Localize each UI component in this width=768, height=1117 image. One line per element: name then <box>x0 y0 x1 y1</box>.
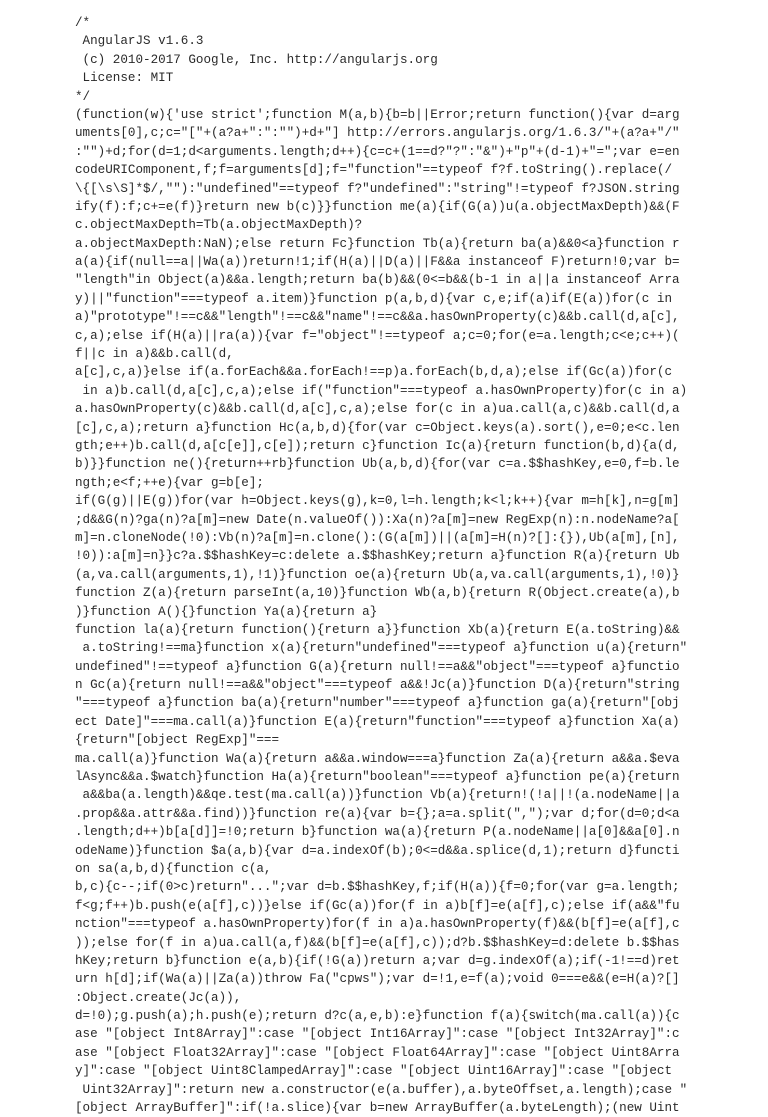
code-line: {return"[object RegExp]"=== <box>75 733 280 748</box>
code-line: AngularJS v1.6.3 <box>75 34 204 49</box>
code-line: ma.call(a)}function Wa(a){return a&&a.window===a}function Za(a){return a&&a.$eva <box>75 751 680 766</box>
code-line: function Z(a){return parseInt(a,10)}function Wb(a,b){return R(Object.create(a),b <box>75 586 680 601</box>
code-line: f<g;f++)b.push(e(a[f],c))}else if(Gc(a))for(f in a)b[f]=e(a[f],c);else if(a&&"fu <box>75 898 680 913</box>
code-line: .prop&&a.attr&&a.find))}function re(a){var b={};a=a.split(",");var d;for(d=0;d<a <box>75 806 680 821</box>
code-line: f||c in a)&&b.call(d, <box>75 347 234 362</box>
code-line: codeURIComponent,f;f=arguments[d];f="function"==typeof f?f.toString().replace(/ <box>75 163 673 178</box>
code-line: c.objectMaxDepth=Tb(a.objectMaxDepth)? <box>75 218 363 233</box>
code-line: License: MIT <box>75 71 174 86</box>
code-line: [c],c,a);return a}function Hc(a,b,d){for(var c=Object.keys(a).sort(),e=0;e<c.len <box>75 420 680 435</box>
code-line: b)}}function ne(){return++rb}function Ub(a,b,d){for(var c=a.$$hashKey,e=0,f=b.le <box>75 457 680 472</box>
code-line: ase "[object Float32Array]":case "[object Float64Array]":case "[object Uint8Arra <box>75 1045 680 1060</box>
code-line: urn h[d];if(Wa(a)||Za(a))throw Fa("cpws");var d=!1,e=f(a);void 0===e&&(e=H(a)?[] <box>75 972 680 987</box>
code-line: on sa(a,b,d){function c(a, <box>75 861 272 876</box>
code-line: ect Date]"===ma.call(a)}function E(a){return"function"===typeof a}function Xa(a) <box>75 714 680 729</box>
code-line: [object ArrayBuffer]":if(!a.slice){var b=new ArrayBuffer(a.byteLength);(new Uint <box>75 1101 680 1116</box>
code-line: :"")+d;for(d=1;d<arguments.length;d++){c=c+(1==d?"?":"&")+"p"+(d-1)+"=";var e=en <box>75 144 680 159</box>
code-line: !0)):a[m]=n}}c?a.$$hashKey=c:delete a.$$hashKey;return a}function R(a){return Ub <box>75 549 680 564</box>
code-line: /* <box>75 16 91 30</box>
code-line: a.hasOwnProperty(c)&&b.call(d,a[c],c,a);else for(c in a)ua.call(a,c)&&b.call(d,a <box>75 402 680 417</box>
code-line: nction"===typeof a.hasOwnProperty)for(f in a)a.hasOwnProperty(f)&&(b[f]=e(a[f],c <box>75 917 680 932</box>
code-line: a.toString!==ma}function x(a){return"undefined"===typeof a}function u(a){return" <box>75 641 688 656</box>
code-line: (c) 2010-2017 Google, Inc. http://angularjs.org <box>75 52 438 67</box>
code-line: */ <box>75 89 91 104</box>
code-line: undefined"!==typeof a}function G(a){return null!==a&&"object"===typeof a}functio <box>75 659 680 674</box>
code-line: y)||"function"===typeof a.item)}function p(a,b,d){var c,e;if(a)if(E(a))for(c in <box>75 291 673 306</box>
code-line: gth;e++)b.call(d,a[c[e]],c[e]);return c}function Ic(a){return function(b,d){a(d, <box>75 438 680 453</box>
code-line: in a)b.call(d,a[c],c,a);else if("function"===typeof a.hasOwnProperty)for(c in a) <box>75 383 688 398</box>
code-line: a(a){if(null==a||Wa(a))return!1;if(H(a)||D(a)||F&&a instanceof F)return!0;var b= <box>75 255 680 270</box>
code-line: if(G(g)||E(g))for(var h=Object.keys(g),k=0,l=h.length;k<l;k++){var m=h[k],n=g[m] <box>75 494 680 509</box>
code-line: ify(f):f;c+=e(f)}return new b(c)}}function me(a){if(G(a))u(a.objectMaxDepth)&&(F <box>75 199 680 214</box>
code-line: ));else for(f in a)ua.call(a,f)&&(b[f]=e(a[f],c));d?b.$$hashKey=d:delete b.$$has <box>75 935 680 950</box>
code-line: (a,va.call(arguments,1),!1)}function oe(a){return Ub(a,va.call(arguments,1),!0)} <box>75 567 680 582</box>
code-line: b,c){c--;if(0>c)return"...";var d=b.$$hashKey,f;if(H(a)){f=0;for(var g=a.length; <box>75 880 680 895</box>
code-line: (function(w){'use strict';function M(a,b){b=b||Error;return function(){var d=arg <box>75 107 680 122</box>
code-line: "length"in Object(a)&&a.length;return ba(b)&&(0<=b&&(b-1 in a||a instanceof Arra <box>75 273 680 288</box>
code-line: c,a);else if(H(a)||ra(a)){var f="object"!==typeof a;c=0;for(e=a.length;c<e;c++)( <box>75 328 680 343</box>
code-line: ase "[object Int8Array]":case "[object Int16Array]":case "[object Int32Array]":c <box>75 1027 680 1042</box>
code-line: :Object.create(Jc(a)), <box>75 990 242 1005</box>
code-line: n Gc(a){return null!==a&&"object"===typeof a&&!Jc(a)}function D(a){return"string <box>75 678 680 693</box>
code-line: "===typeof a}function ba(a){return"number"===typeof a}function ga(a){return"[obj <box>75 696 680 711</box>
code-line: function la(a){return function(){return a}}function Xb(a){return E(a.toString)&& <box>75 622 680 637</box>
code-line: y]":case "[object Uint8ClampedArray]":case "[object Uint16Array]":case "[object <box>75 1064 673 1079</box>
code-line: )}function A(){}function Ya(a){return a} <box>75 604 378 619</box>
code-line: a.objectMaxDepth:NaN);else return Fc}function Tb(a){return ba(a)&&0<a}function r <box>75 236 680 251</box>
source-code-page <box>75 14 755 1117</box>
code-line: Uint32Array]":return new a.constructor(e(a.buffer),a.byteOffset,a.length);case " <box>75 1082 688 1097</box>
code-line: odeName)}function $a(a,b){var d=a.indexOf(b);0<=d&&a.splice(d,1);return d}functi <box>75 843 680 858</box>
code-line: ngth;e<f;++e){var g=b[e]; <box>75 475 264 490</box>
code-line: \{[\s\S]*$/,""):"undefined"==typeof f?"undefined":"string"!=typeof f?JSON.string <box>75 181 680 196</box>
code-line: a[c],c,a)}else if(a.forEach&&a.forEach!==p)a.forEach(b,d,a);else if(Gc(a))for(c <box>75 365 673 380</box>
code-line: uments[0],c;c="["+(a?a+":":"")+d+"] http://errors.angularjs.org/1.6.3/"+(a?a+"/" <box>75 126 680 141</box>
code-line: d=!0);g.push(a);h.push(e);return d?c(a,e,b):e}function f(a){switch(ma.call(a)){c <box>75 1009 680 1024</box>
code-line: lAsync&&a.$watch}function Ha(a){return"boolean"===typeof a}function pe(a){return <box>75 770 680 785</box>
code-line: a&&ba(a.length)&&qe.test(ma.call(a))}function Vb(a){return!(!a||!(a.nodeName||a <box>75 788 680 803</box>
code-line: hKey;return b}function e(a,b){if(!G(a))return a;var d=g.indexOf(a);if(-1!==d)ret <box>75 953 680 968</box>
code-line: .length;d++)b[a[d]]=!0;return b}function wa(a){return P(a.nodeName||a[0]&&a[0].n <box>75 825 680 840</box>
code-line: a)"prototype"!==c&&"length"!==c&&"name"!==c&&a.hasOwnProperty(c)&&b.call(d,a[c], <box>75 310 680 325</box>
code-line: m]=n.cloneNode(!0):Vb(n)?a[m]=n.clone():(G(a[m])||(a[m]=H(n)?[]:{}),Ub(a[m],[n], <box>75 530 680 545</box>
code-line: ;d&&G(n)?ga(n)?a[m]=new Date(n.valueOf()):Xa(n)?a[m]=new RegExp(n):n.nodeName?a[ <box>75 512 680 527</box>
